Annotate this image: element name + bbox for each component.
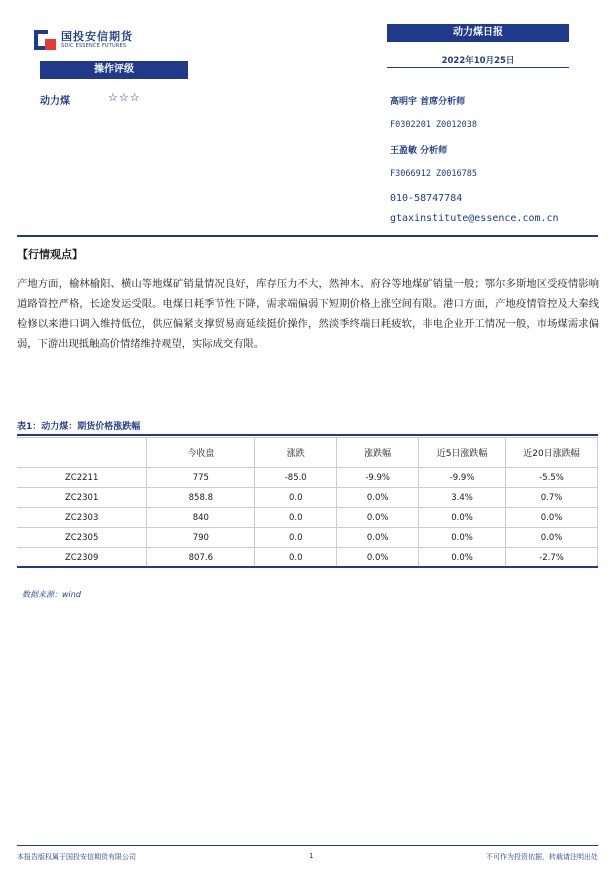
price-table	[17, 437, 598, 568]
analyst-1-id: F0302201 Z0012038	[390, 120, 477, 130]
table-cell: -85.0	[255, 468, 337, 488]
footer-disclaimer: 不可作为投资依据，转载请注明出处	[486, 853, 598, 861]
table-cell: 775	[147, 468, 255, 488]
table-header-cell: 近5日涨跌幅	[419, 438, 506, 468]
table-row	[17, 548, 598, 568]
table-cell: 0.0	[255, 508, 337, 528]
table-cell: ZC2303	[17, 508, 147, 528]
table-top-rule	[17, 434, 598, 436]
rating-banner: 操作评级	[40, 61, 188, 79]
analyst-1-name: 高明宇 首席分析师	[390, 97, 466, 107]
table-bottom-rule	[17, 566, 598, 568]
table-cell: -2.7%	[506, 548, 598, 568]
table-cell: 0.7%	[506, 488, 598, 508]
table-row	[17, 488, 598, 508]
table-row	[17, 528, 598, 548]
table-header-cell: 涨跌	[255, 438, 337, 468]
table-cell: 0.0%	[337, 548, 419, 568]
data-source-note: 数据来源：wind	[22, 590, 81, 599]
rating-stars: ☆☆☆	[108, 91, 141, 104]
table-cell: 807.6	[147, 548, 255, 568]
logo-mark-icon	[34, 30, 56, 50]
section-divider	[17, 235, 598, 237]
logo-name-en: SDIC ESSENCE FUTURES	[61, 43, 127, 49]
table-cell: 0.0	[255, 488, 337, 508]
company-logo	[34, 30, 133, 50]
table-header-cell: 涨跌幅	[337, 438, 419, 468]
table-cell: 0.0%	[337, 508, 419, 528]
footer-copyright: 本报告版权属于国投安信期货有限公司	[17, 853, 136, 861]
table-cell: -5.5%	[506, 468, 598, 488]
market-view-text: 产地方面，榆林榆阳、横山等地煤矿销量情况良好，库存压力不大，然神木、府谷等地煤矿销量一般；鄂尔多斯地区受疫情影响道路管控严格，长途发运受限。电煤日耗季节性下降，需求端偏弱下短期价格上涨空间有限。港口方面，产地疫情管控及大秦线检修以来港口调入维持低位，供应偏紧支撑贸易商延续挺价操作，然淡季终端日耗疲软，非电企业开工情况一般，市场煤需求偏弱，下游出现抵触高价情绪维持观望，实际成交有限。	[17, 278, 599, 350]
footer-divider	[17, 845, 598, 846]
table-cell: 858.8	[147, 488, 255, 508]
table-header-cell: 近20日涨跌幅	[506, 438, 598, 468]
table-header-cell: 今收盘	[147, 438, 255, 468]
table-title: 表1：动力煤：期货价格涨跌幅	[17, 422, 141, 432]
table-cell: -9.9%	[337, 468, 419, 488]
logo-name-cn: 国投安信期货	[61, 30, 133, 43]
table-cell: 840	[147, 508, 255, 528]
table-cell: -9.9%	[419, 468, 506, 488]
table-header-cell	[17, 438, 147, 468]
table-cell: 0.0%	[506, 508, 598, 528]
table-cell: 0.0%	[419, 528, 506, 548]
table-cell: 0.0%	[337, 488, 419, 508]
table-cell: 0.0%	[337, 528, 419, 548]
table-cell: ZC2305	[17, 528, 147, 548]
table-row	[17, 468, 598, 488]
table-cell: ZC2309	[17, 548, 147, 568]
rating-product: 动力煤	[40, 96, 70, 107]
contact-email[interactable]: gtaxinstitute@essence.com.cn	[390, 213, 559, 224]
table-cell: ZC2211	[17, 468, 147, 488]
table-cell: 0.0	[255, 528, 337, 548]
analyst-2-id: F3066912 Z0016785	[390, 169, 477, 179]
report-date: 2022年10月25日	[441, 56, 515, 66]
table-cell: ZC2301	[17, 488, 147, 508]
table-cell: 790	[147, 528, 255, 548]
table-cell: 0.0%	[506, 528, 598, 548]
table-cell: 0.0%	[419, 548, 506, 568]
date-divider	[387, 67, 569, 68]
table-row	[17, 508, 598, 528]
contact-phone: 010-58747784	[390, 193, 463, 204]
analyst-2-name: 王盈敏 分析师	[390, 146, 448, 156]
market-view-title: 【行情观点】	[17, 248, 83, 261]
report-type-banner: 动力煤日报	[387, 24, 569, 42]
table-cell: 3.4%	[419, 488, 506, 508]
table-header-row	[17, 438, 598, 468]
table-cell: 0.0	[255, 548, 337, 568]
page-number: 1	[309, 852, 314, 860]
table-cell: 0.0%	[419, 508, 506, 528]
